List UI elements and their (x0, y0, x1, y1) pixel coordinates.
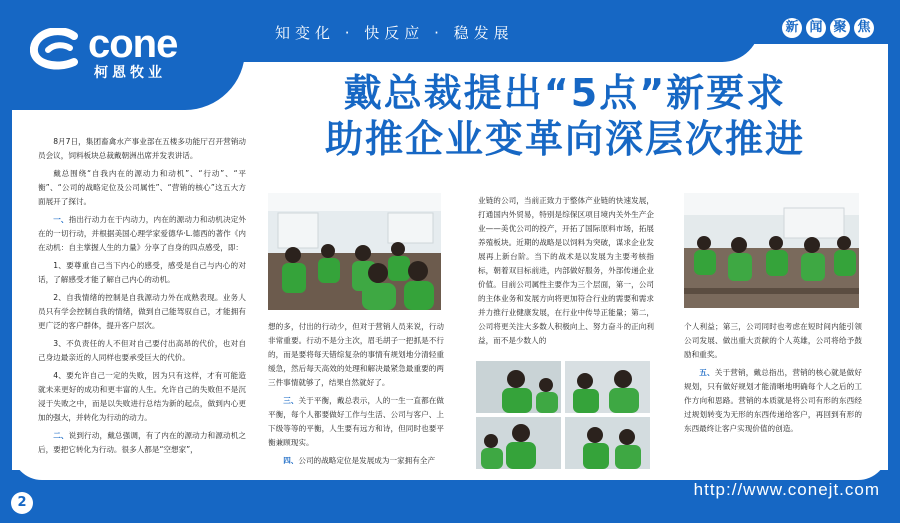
collage-photo (565, 361, 650, 413)
slogan: 知变化 · 快反应 · 稳发展 (275, 24, 514, 42)
paragraph: 想的多，付出的行动少，但对于营销人员来说，行动非常重要。行动不是分主次，眉毛胡子一把抓是不行的，而是要将每天错综复杂的事情有规划地分清轻重缓急，然后每天高效的处理和解决最紧急最重要的两三件事情就够了，结果自然就好了。 (268, 322, 444, 387)
meeting-photo-illustration (268, 193, 441, 310)
article-column-2 (268, 320, 444, 472)
paragraph (38, 429, 246, 457)
section-tag-char: 闻 (806, 18, 826, 38)
page-number: 2 (11, 492, 33, 514)
paragraph (684, 366, 862, 436)
article-column-1 (38, 135, 246, 461)
paragraph: 业链的公司，当前正致力于整体产业链的快速发展，打通国内外贸易，特别是综保区项目境内关外生产企业——美优公司的投产，开拓了国际原料市场，拓展养殖板块。近期的战略是以饲料为突破，谋求企业发展再上新台阶。当下的战术是以发展为主要考核指标，朝着双目标前进，内部做好服务，外部传递企业价值。目前公司属性主要作为三个层面，第一，公司的主体业务和发展方向将更加符合行业的需要和需求并力推行业健康发展，在行业中传导正能量；第二，公司将更关注大多数人积极向上、努力奋斗的正向利益，而不是少数人的 (478, 196, 654, 345)
website-url[interactable]: http://www.conejt.com (693, 480, 880, 499)
headline (265, 70, 865, 162)
collage-photo (565, 417, 650, 469)
collage-photo-illustration (565, 417, 650, 469)
collage-photo-illustration (565, 361, 650, 413)
collage-photo-illustration (476, 417, 561, 469)
logo-chinese-name: 柯恩牧业 (94, 65, 166, 81)
section-number: 五、 (699, 368, 715, 377)
paragraph-text: 关于平衡，戴总表示，人的一生一直都在做平衡，每个人都要做好工作与生活、公司与客户、上下级等等的平衡，人生要有远方和诗，但同时也要平衡兼顾现实。 (268, 396, 445, 447)
brand-logo (30, 22, 220, 82)
section-tag-char: 新 (782, 18, 802, 38)
paragraph: 戴总围绕“自我内在的源动力和动机”、“行动”、“平衡”、“公司的战略定位及公司属性”、“营销的核心”这五大方面展开了探讨。 (38, 169, 246, 206)
article-column-4 (684, 320, 862, 440)
paragraph: 3、不负责任的人不但对自己要付出高昂的代价，也对自己身边最亲近的人同样也要承受巨大的代价。 (38, 339, 246, 362)
right-border (888, 40, 900, 523)
paragraph: 8月7日，集团畜禽水产事业部在五楼多功能厅召开营销动员会议，饲料板块总裁戴朝洲出席并发表讲话。 (38, 137, 246, 160)
meeting-photo-1 (268, 193, 441, 310)
paragraph-text: 指出行动力在于内动力，内在的源动力和动机决定外在的一切行动，并根据美国心理学家爱德华·L.德西的著作《内在动机：自主掌握人生的力量》分享了自身的四点感受，即： (38, 215, 246, 252)
paragraph: 4、要允许自己一定的失败，因为只有这样，才有可能造就未来更好的成功和更丰富的人生。允许自己的失败但不是沉浸于失败之中，而是以失败进行总结为新的起点，做到内心更加的强大，并转化为行动的动力。 (38, 371, 246, 422)
article-column-3 (478, 194, 654, 352)
cone-logo-icon (30, 28, 82, 74)
section-number: 四、 (283, 456, 299, 465)
section-number: 一、 (53, 215, 69, 224)
meeting-photo-2 (684, 193, 859, 308)
headline-line-2: 助推企业变革向深层次推进 (324, 117, 805, 161)
paragraph-text: 说到行动，戴总强调，有了内在的源动力和源动机之后，要把它转化为行动。很多人都是“空想家”， (38, 431, 246, 454)
collage-photo-illustration (476, 361, 561, 413)
paragraph-text: 关于营销，戴总指出，营销的核心就是做好规划，只有做好规划才能清晰地明确每个人之后的工作方向和思路。营销的本质就是将公司有形的东西经过规划转变为无形的东西传递给客户，再回到有形的东西最终让客户实现价值的创造。 (684, 368, 863, 433)
paragraph: 个人利益；第三，公司同时也考虑在短时间内能引领公司发展、做出重大贡献的个人英雄，公司将给予鼓励和重奖。 (684, 322, 862, 359)
section-number: 三、 (283, 396, 299, 405)
logo-wordmark: cone (88, 22, 178, 66)
section-tag-char: 焦 (854, 18, 874, 38)
headline-line-1: 戴总裁提出“5点”新要求 (343, 71, 787, 115)
paragraph (38, 213, 246, 255)
left-border (0, 100, 12, 523)
meeting-photo-collage (476, 361, 650, 469)
paragraph-text: 公司的战略定位是发展成为一家拥有全产 (298, 456, 436, 465)
collage-photo (476, 417, 561, 469)
section-number: 二、 (53, 431, 69, 440)
section-tag-char: 聚 (830, 18, 850, 38)
paragraph (268, 394, 444, 450)
paragraph (268, 454, 444, 468)
meeting-photo-illustration (684, 193, 859, 308)
section-tag (782, 18, 874, 38)
collage-photo (476, 361, 561, 413)
paragraph: 2、自我情绪的控制是自我源动力外在成熟表现。业务人员只有学会控制自我的情绪，做到自己能驾驭自己，才能拥有更广泛的客户群体，提升客户层次。 (38, 293, 246, 330)
paragraph: 1、要尊重自己当下内心的感受，感受是自己与内心的对话，了解感受才能了解自己内心的动机。 (38, 261, 246, 284)
